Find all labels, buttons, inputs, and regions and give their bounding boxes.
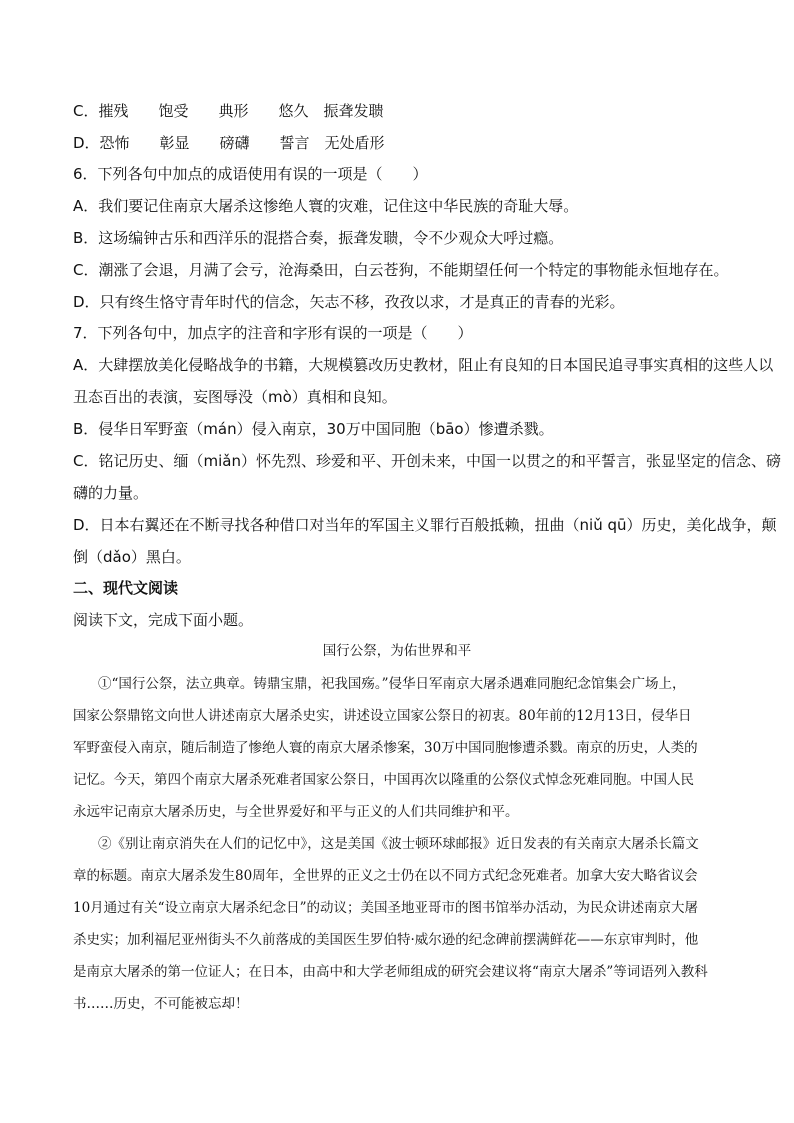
article-p2-line2: 章的标题。南京大屠杀发生80周年，全世界的正义之士仍在以不同方式纪念死难者。加拿大安大略省议会 (73, 868, 698, 884)
question-7-option-b: B．侵华日军野蛮（mán）侵入南京，30万中国同胞（bāo）惨遭杀戮。 (73, 420, 554, 438)
question-7-option-d-line2: 倒（dǎo）黑白。 (73, 548, 191, 566)
question-6-option-d: D．只有终生恪守青年时代的信念，矢志不移，孜孜以求，才是真正的青春的光彩。 (73, 293, 625, 311)
option-c-prev: C．摧残 饱受 典形 悠久 振聋发聩 (73, 102, 384, 120)
question-7-option-c-line1: C．铭记历史、缅（miǎn）怀先烈、珍爱和平、开创未来，中国一以贯之的和平誓言，张显坚定的信念、磅 (73, 452, 781, 470)
question-6-option-c: C．潮涨了会退，月满了会亏，沧海桑田，白云苍狗，不能期望任何一个特定的事物能永恒地存在。 (73, 261, 729, 279)
option-d-prev: D．恐怖 彰显 磅礴 誓言 无处盾形 (73, 134, 385, 152)
article-p1-line3: 军野蛮侵入南京，随后制造了惨绝人寰的南京大屠杀惨案，30万中国同胞惨遭杀戮。南京的历史，人类的 (73, 740, 698, 756)
article-p1-line5: 永远牢记南京大屠杀历史，与全世界爱好和平与正义的人们共同维护和平。 (73, 804, 519, 820)
article-p2-line4: 杀史实；加利福尼亚州街头不久前落成的美国医生罗伯特·威尔逊的纪念碑前摆满鲜花——东京审判时，他 (73, 932, 699, 948)
question-6-stem: 6．下列各句中加点的成语使用有误的一项是（ ） (73, 165, 428, 183)
question-6-option-a: A．我们要记住南京大屠杀这惨绝人寰的灾难，记住这中华民族的奇耻大辱。 (73, 197, 579, 215)
article-p2-line3: 10月通过有关“设立南京大屠杀纪念日”的动议；美国圣地亚哥市的图书馆举办活动，为民众讲述南京大屠 (73, 900, 698, 916)
article-p2-line5: 是南京大屠杀的第一位证人；在日本，由高中和大学老师组成的研究会建议将“南京大屠杀”等词语列入教科 (73, 964, 708, 980)
section-title: 二、现代文阅读 (73, 579, 179, 597)
reading-instruction: 阅读下文，完成下面小题。 (73, 611, 254, 629)
article-title: 国行公祭，为佑世界和平 (322, 643, 472, 659)
question-7-option-d-line1: D．日本右翼还在不断寻找各种借口对当年的军国主义罪行百般抵赖，扭曲（niǔ qū）历史，美化战争，颠 (73, 516, 777, 534)
article-p1-line1: ①“国行公祭，法立典章。铸鼎宝鼎，祀我国殇。”侵华日军南京大屠杀遇难同胞纪念馆集会广场上， (98, 676, 686, 692)
article-p1-line4: 记忆。今天，第四个南京大屠杀死难者国家公祭日，中国再次以隆重的公祭仪式悼念死难同胞。中国人民 (73, 772, 694, 788)
article-p1-line2: 国家公祭鼎铭文向世人讲述南京大屠杀史实，讲述设立国家公祭日的初衷。80年前的12月13日，侵华日 (73, 708, 692, 724)
question-7-option-a-line2: 丑态百出的表演，妄图辱没（mò）真相和良知。 (73, 388, 397, 406)
article-p2-line6: 书……历史，不可能被忘却！ (73, 996, 249, 1012)
article-p2-line1: ②《别让南京消失在人们的记忆中》，这是美国《波士顿环球邮报》近日发表的有关南京大屠杀长篇文 (98, 836, 699, 852)
question-7-stem: 7．下列各句中，加点字的注音和字形有误的一项是（ ） (73, 324, 473, 342)
question-7-option-c-line2: 礴的力量。 (73, 484, 149, 502)
question-7-option-a-line1: A．大肆摆放美化侵略战争的书籍，大规模篡改历史教材，阻止有良知的日本国民追寻事实真相的这些人以 (73, 356, 774, 374)
question-6-option-b: B．这场编钟古乐和西洋乐的混搭合奏，振聋发聩，令不少观众大呼过瘾。 (73, 229, 564, 247)
